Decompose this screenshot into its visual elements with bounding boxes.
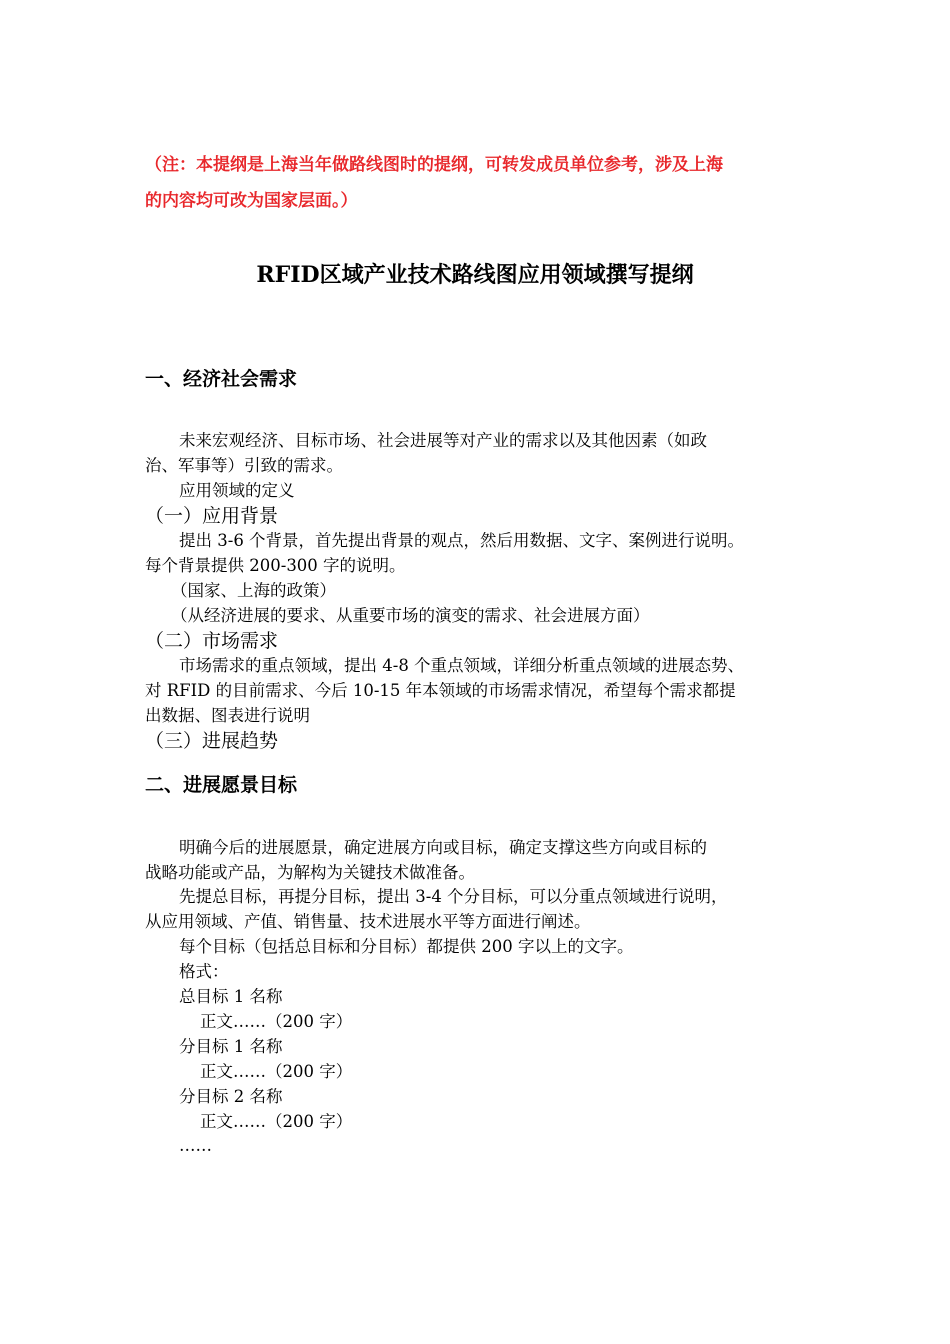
subsection-3-heading: （三）进展趋势 [145,730,279,752]
main-goal-name: 总目标 1 名称 [179,987,283,1006]
note-line-1: （注：本提纲是上海当年做路线图时的提纲，可转发成员单位参考，涉及上海 [145,155,723,175]
sub-goal-2-body: 正文……（200 字） [200,1112,353,1131]
section-1-para-2: 应用领域的定义 [179,481,295,500]
subsection-1-line-2: 每个背景提供 200-300 字的说明。 [145,556,406,575]
section-2-line-1: 明确今后的进展愿景，确定进展方向或目标，确定支撑这些方向或目标的 [179,838,707,857]
section-2-line-3: 先提总目标，再提分目标，提出 3-4 个分目标，可以分重点领域进行说明， [179,887,728,906]
subsection-2-line-3: 出数据、图表进行说明 [145,706,310,725]
section-2-line-4: 从应用领域、产值、销售量、技术进展水平等方面进行阐述。 [145,912,591,931]
section-1-para-1-line-1: 未来宏观经济、目标市场、社会进展等对产业的需求以及其他因素（如政 [179,431,707,450]
section-2-heading: 二、进展愿景目标 [145,774,298,796]
sub-goal-1-body: 正文……（200 字） [200,1062,353,1081]
subsection-2-line-2: 对 RFID 的目前需求、今后 10-15 年本领域的市场需求情况，希望每个需求都提 [145,681,736,700]
sub-goal-1-name: 分目标 1 名称 [179,1037,283,1056]
subsection-1-line-3: （国家、上海的政策） [171,581,336,600]
main-goal-body: 正文……（200 字） [200,1012,353,1031]
section-1-para-1-line-2: 治、军事等）引致的需求。 [145,456,343,475]
section-2-line-2: 战略功能或产品，为解构为关键技术做准备。 [145,863,475,882]
document-title: RFID区域产业技术路线图应用领域撰写提纲 [256,262,694,288]
note-line-2: 的内容均可改为国家层面。） [145,191,358,211]
subsection-1-heading: （一）应用背景 [145,505,279,527]
section-2-line-5: 每个目标（包括总目标和分目标）都提供 200 字以上的文字。 [179,937,634,956]
subsection-2-heading: （二）市场需求 [145,630,279,652]
format-label: 格式： [179,962,229,981]
section-1-heading: 一、经济社会需求 [145,368,298,390]
subsection-1-line-4: （从经济进展的要求、从重要市场的演变的需求、社会进展方面） [171,606,650,625]
sub-goal-2-name: 分目标 2 名称 [179,1087,283,1106]
subsection-1-line-1: 提出 3-6 个背景，首先提出背景的观点，然后用数据、文字、案例进行说明。 [179,531,745,550]
ellipsis: …… [179,1136,212,1155]
subsection-2-line-1: 市场需求的重点领域，提出 4-8 个重点领域，详细分析重点领域的进展态势、 [179,656,745,675]
